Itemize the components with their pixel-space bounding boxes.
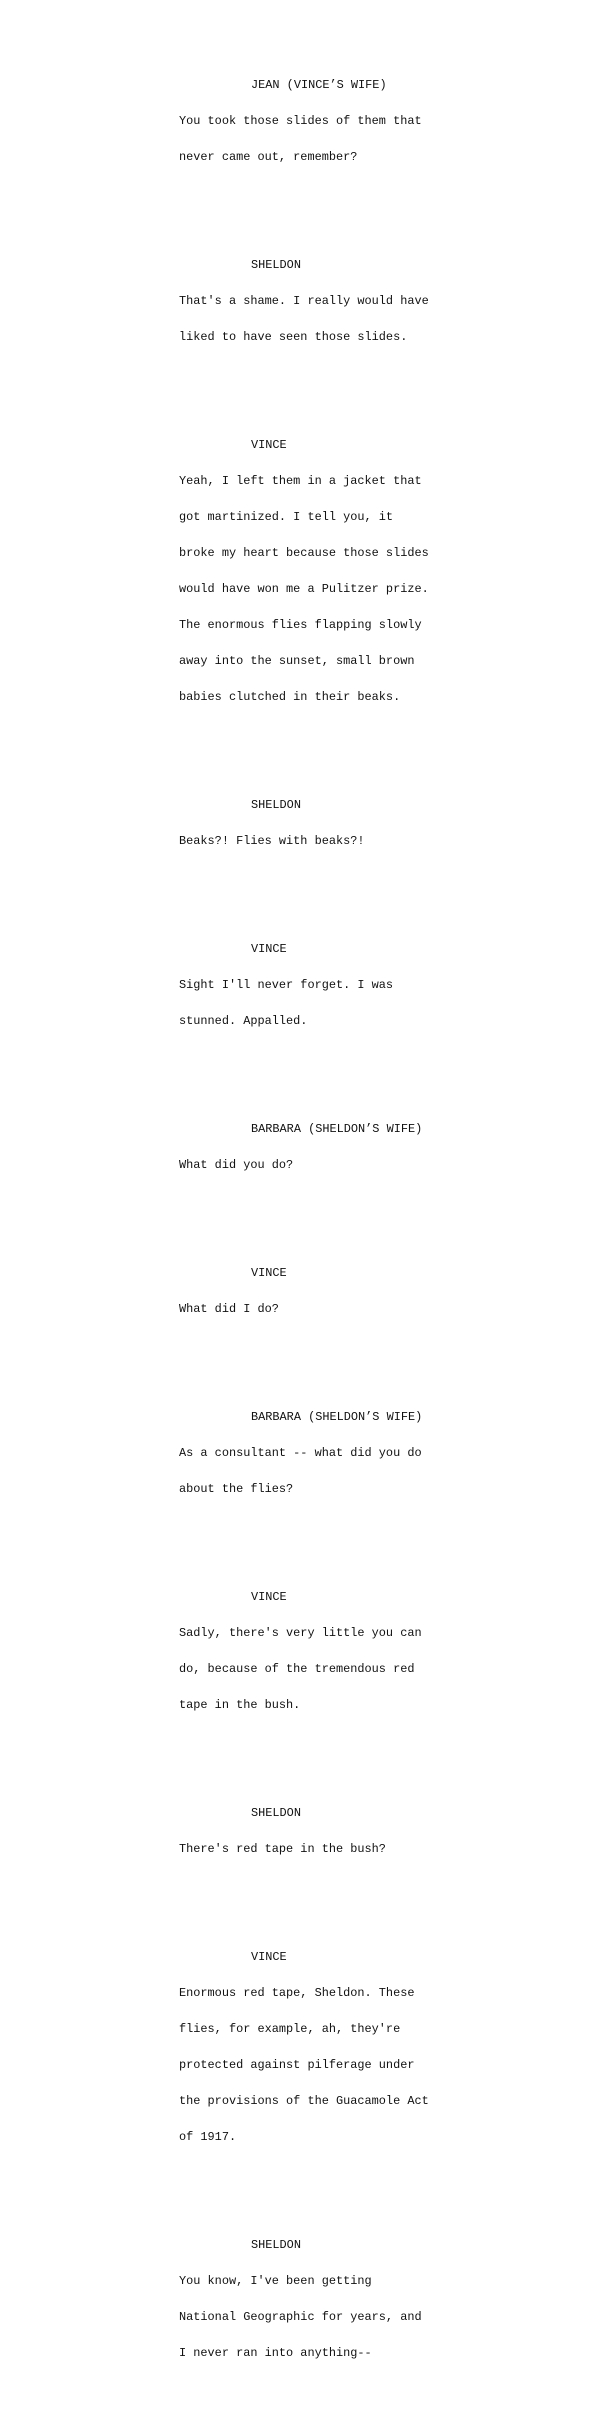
dialogue-line: What did you do? — [179, 1158, 294, 1172]
dialogue-line: about the flies? — [179, 1482, 294, 1496]
dialogue-line: of 1917. — [179, 2130, 237, 2144]
dialogue-line: You know, I've been getting — [179, 2274, 372, 2288]
dialogue-block — [179, 1387, 479, 1519]
dialogue-block — [179, 1783, 479, 1879]
character-name: SHELDON — [251, 798, 301, 812]
dialogue-line: would have won me a Pulitzer prize. — [179, 582, 429, 596]
dialogue-block — [179, 1099, 479, 1195]
dialogue-line: protected against pilferage under — [179, 2058, 415, 2072]
dialogue-line: the provisions of the Guacamole Act — [179, 2094, 429, 2108]
dialogue-line: got martinized. I tell you, it — [179, 510, 394, 524]
character-name: SHELDON — [251, 2238, 301, 2252]
dialogue-line: away into the sunset, small brown — [179, 654, 415, 668]
dialogue-block — [179, 2215, 479, 2383]
dialogue-line: What did I do? — [179, 1302, 279, 1316]
character-name: SHELDON — [251, 1806, 301, 1820]
dialogue-line: National Geographic for years, and — [179, 2310, 422, 2324]
dialogue-line: Yeah, I left them in a jacket that — [179, 474, 422, 488]
dialogue-block — [179, 775, 479, 871]
dialogue-line: never came out, remember? — [179, 150, 358, 164]
dialogue-block — [179, 415, 479, 727]
character-name: VINCE — [251, 942, 287, 956]
dialogue-line: broke my heart because those slides — [179, 546, 429, 560]
character-name: BARBARA (SHELDON’S WIFE) — [251, 1122, 423, 1136]
dialogue-block — [179, 919, 479, 1051]
dialogue-line: flies, for example, ah, they're — [179, 2022, 401, 2036]
dialogue-line: stunned. Appalled. — [179, 1014, 308, 1028]
dialogue-block — [179, 235, 479, 367]
character-name: JEAN (VINCE’S WIFE) — [251, 78, 387, 92]
dialogue-line: You took those slides of them that — [179, 114, 422, 128]
character-name: VINCE — [251, 1950, 287, 1964]
dialogue-line: do, because of the tremendous red — [179, 1662, 415, 1676]
character-name: BARBARA (SHELDON’S WIFE) — [251, 1410, 423, 1424]
dialogue-line: There's red tape in the bush? — [179, 1842, 386, 1856]
character-name: SHELDON — [251, 258, 301, 272]
dialogue-block — [179, 55, 479, 187]
dialogue-line: Sadly, there's very little you can — [179, 1626, 422, 1640]
dialogue-line: babies clutched in their beaks. — [179, 690, 401, 704]
character-name: VINCE — [251, 438, 287, 452]
dialogue-line: Sight I'll never forget. I was — [179, 978, 394, 992]
screenplay-page — [179, 19, 479, 2419]
character-name: VINCE — [251, 1266, 287, 1280]
dialogue-line: That's a shame. I really would have — [179, 294, 429, 308]
dialogue-block — [179, 1243, 479, 1339]
dialogue-line: tape in the bush. — [179, 1698, 301, 1712]
dialogue-line: The enormous flies flapping slowly — [179, 618, 422, 632]
dialogue-block — [179, 1927, 479, 2167]
dialogue-line: Enormous red tape, Sheldon. These — [179, 1986, 415, 2000]
dialogue-line: liked to have seen those slides. — [179, 330, 408, 344]
dialogue-line: I never ran into anything-- — [179, 2346, 372, 2360]
character-name: VINCE — [251, 1590, 287, 1604]
dialogue-line: As a consultant -- what did you do — [179, 1446, 422, 1460]
dialogue-line: Beaks?! Flies with beaks?! — [179, 834, 365, 848]
dialogue-block — [179, 1567, 479, 1735]
